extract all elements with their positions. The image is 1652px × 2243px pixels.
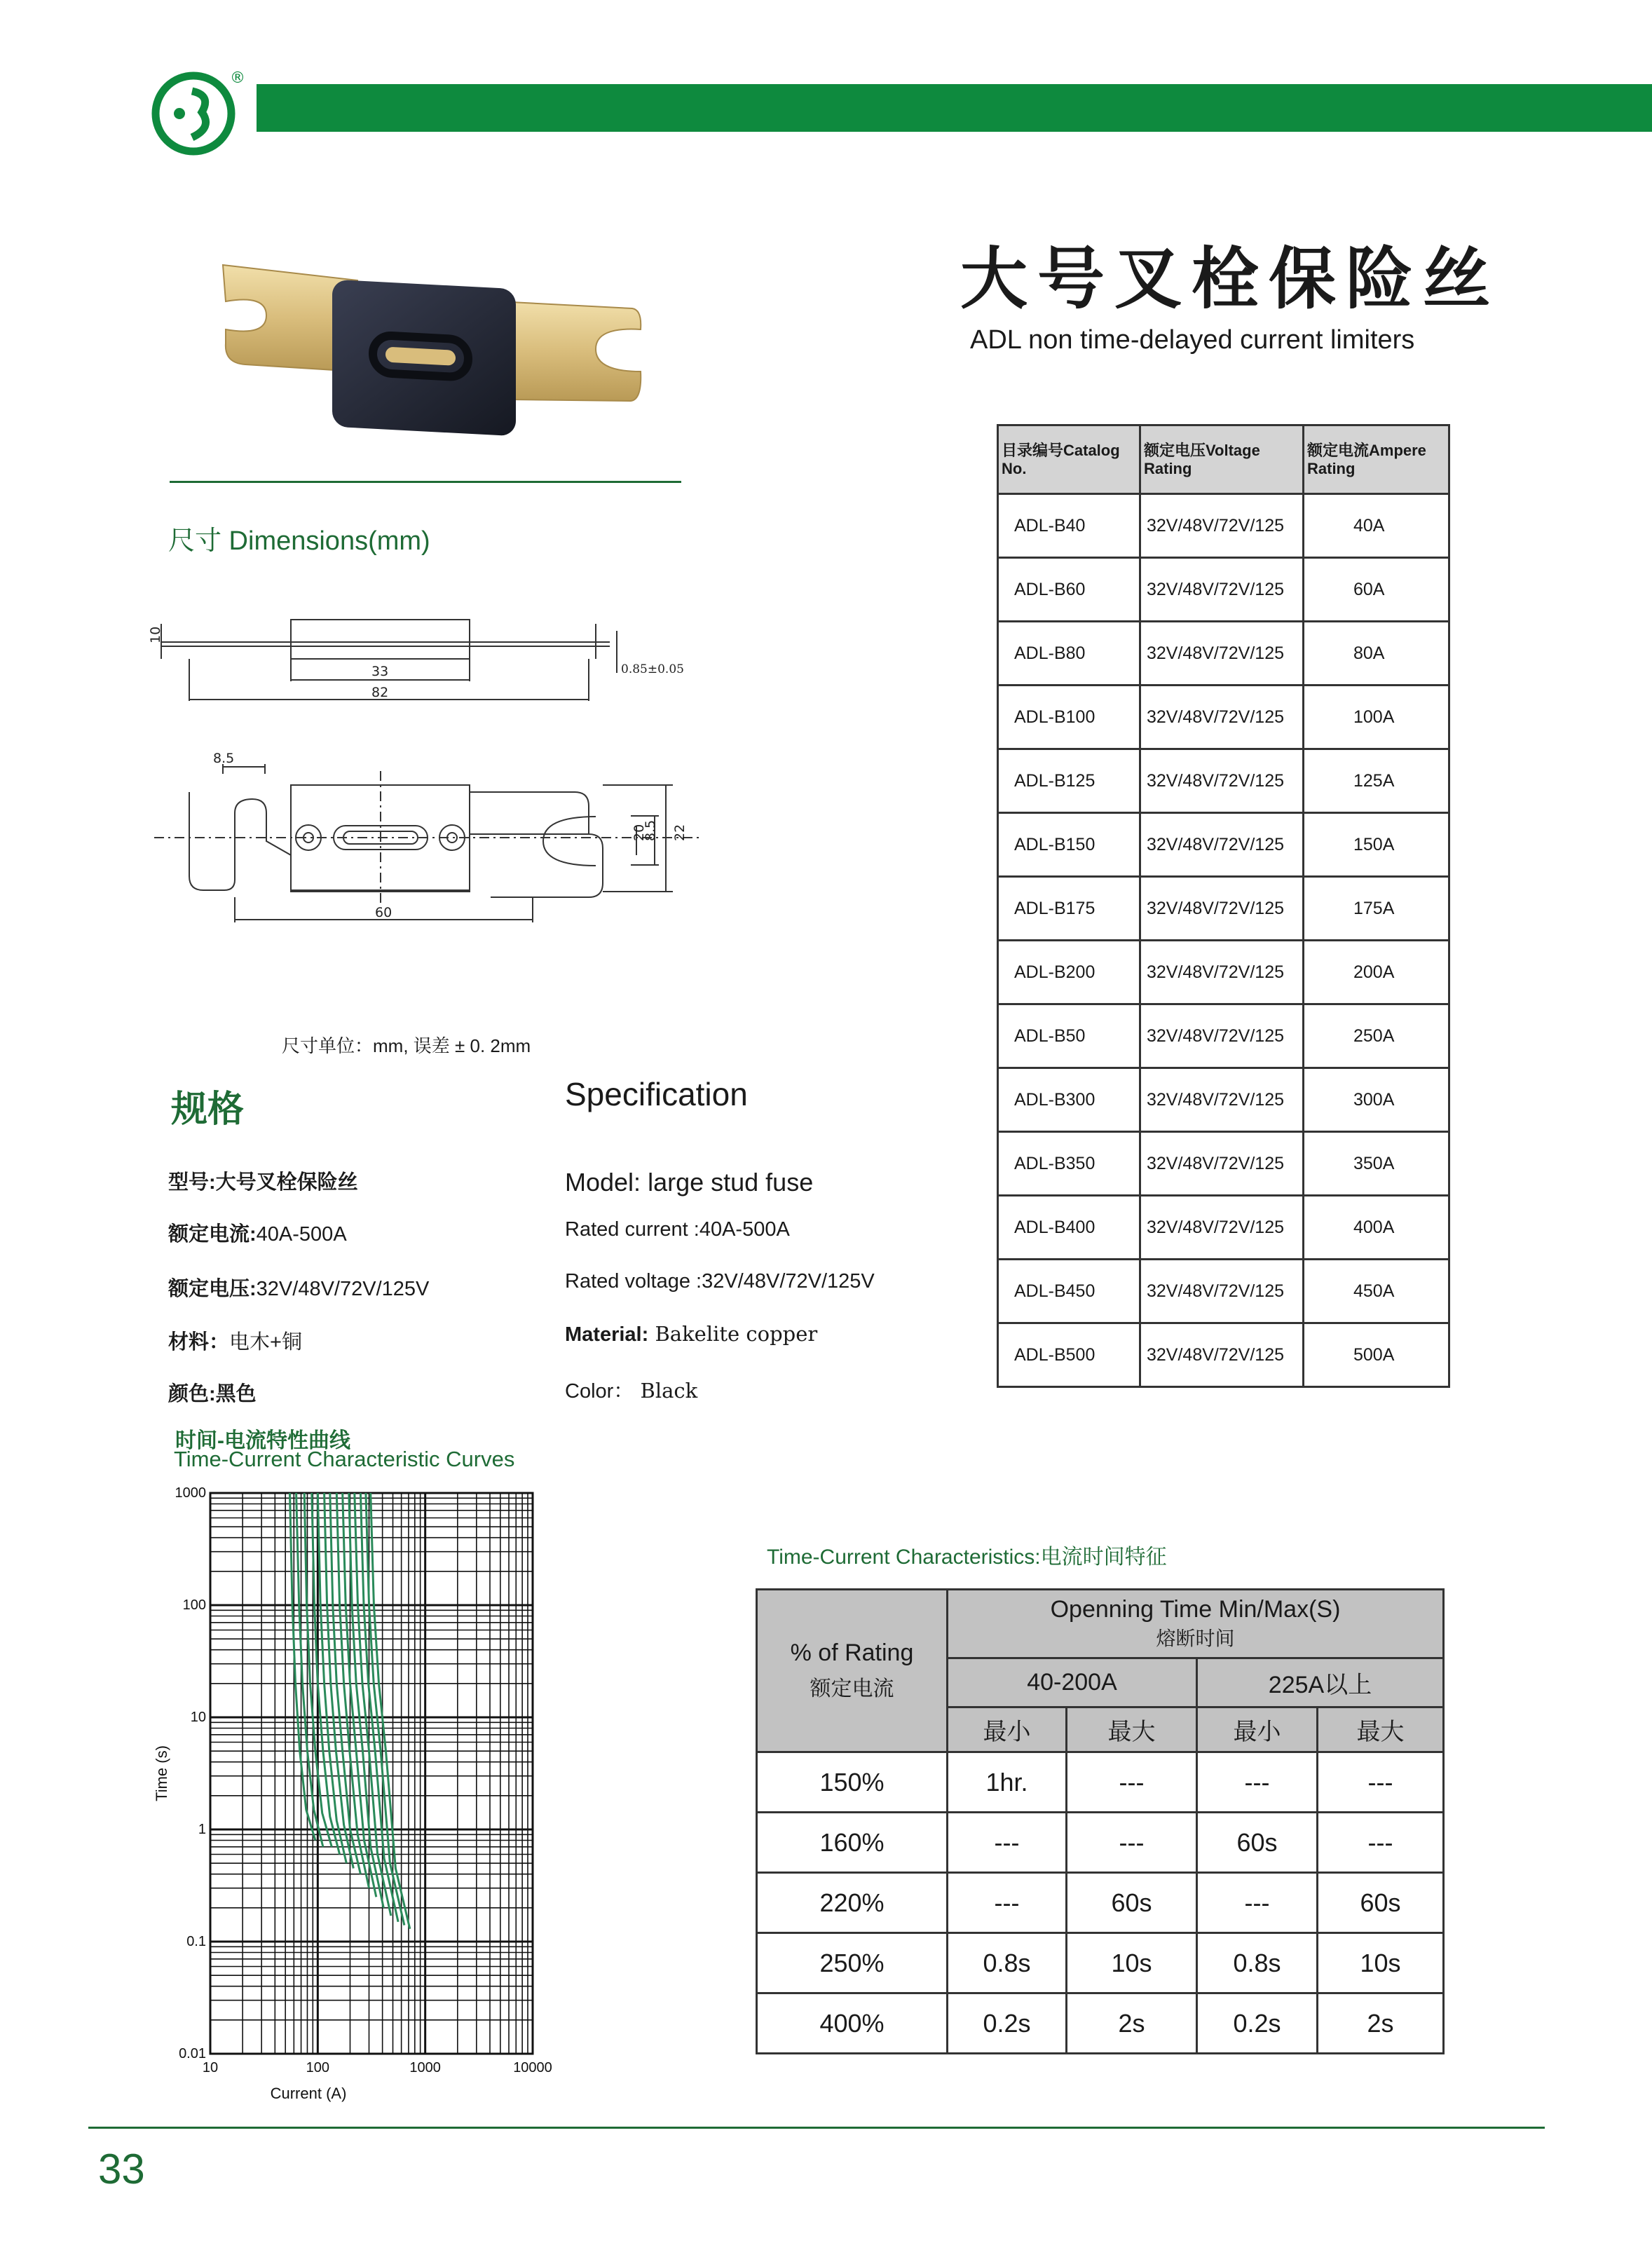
spec-en-line: Rated current :40A-500A — [565, 1218, 790, 1241]
voltage-cell: 32V/48V/72V/125 — [1140, 1132, 1304, 1196]
catalog-number-cell: ADL-B125 — [998, 749, 1140, 813]
footer-divider — [88, 2127, 1545, 2129]
dimension-drawing — [140, 603, 715, 932]
section-divider — [170, 481, 681, 483]
catalog-number-cell: ADL-B500 — [998, 1323, 1140, 1387]
time-cell: 2s — [1318, 1993, 1444, 2054]
opening-time-header-cn: 熔断时间 — [1156, 1628, 1235, 1649]
voltage-cell: 32V/48V/72V/125 — [1140, 686, 1304, 749]
min-header: 最小 — [1197, 1707, 1318, 1752]
y-tick-label: 0.01 — [179, 2046, 206, 2061]
y-tick-label: 1 — [198, 1822, 206, 1837]
dim-height: 10 — [148, 626, 163, 643]
registered-mark: ® — [230, 69, 245, 87]
table-row — [757, 1993, 1444, 2054]
time-cell: --- — [1067, 1752, 1197, 1813]
catalog-number-cell: ADL-B100 — [998, 686, 1140, 749]
dim-body-length: 33 — [371, 664, 389, 679]
ampere-cell: 250A — [1304, 1004, 1449, 1068]
column-header-voltage: 额定电压Voltage Rating — [1140, 425, 1304, 494]
table-row — [998, 686, 1449, 749]
ampere-cell: 400A — [1304, 1196, 1449, 1260]
time-cell: 2s — [1067, 1993, 1197, 2054]
rating-header-en: % of Rating — [790, 1639, 914, 1666]
spec-heading-en: Specification — [565, 1076, 748, 1112]
voltage-cell: 32V/48V/72V/125 — [1140, 558, 1304, 622]
table-row — [998, 558, 1449, 622]
dim-slot: 8.5 — [213, 751, 235, 766]
table-row — [998, 622, 1449, 686]
spec-cn-line: 颜色:黑色 — [168, 1383, 257, 1405]
table-row — [998, 877, 1449, 941]
voltage-cell: 32V/48V/72V/125 — [1140, 813, 1304, 877]
catalog-table — [997, 424, 1450, 1388]
page-subtitle: ADL non time-delayed current limiters — [970, 325, 1415, 355]
catalog-number-cell: ADL-B175 — [998, 877, 1140, 941]
y-tick-label: 10 — [190, 1710, 206, 1725]
time-cell: 10s — [1067, 1933, 1197, 1993]
voltage-cell: 32V/48V/72V/125 — [1140, 1323, 1304, 1387]
y-tick-label: 0.1 — [186, 1934, 206, 1949]
voltage-cell: 32V/48V/72V/125 — [1140, 941, 1304, 1004]
table-row — [757, 1933, 1444, 1993]
catalog-number-cell: ADL-B200 — [998, 941, 1140, 1004]
rating-cell: 160% — [757, 1813, 948, 1873]
dim-hole-pitch: 60 — [375, 905, 392, 920]
spec-en-line: Material: Bakelite copper — [565, 1322, 818, 1346]
voltage-cell: 32V/48V/72V/125 — [1140, 622, 1304, 686]
dim-slot-width: 8.5 — [643, 819, 658, 841]
table-row — [757, 1873, 1444, 1933]
time-cell: --- — [1197, 1752, 1318, 1813]
table-row — [757, 1813, 1444, 1873]
catalog-number-cell: ADL-B400 — [998, 1196, 1140, 1260]
opening-time-header — [948, 1590, 1444, 1658]
time-cell: 0.8s — [1197, 1933, 1318, 1993]
table-row — [757, 1752, 1444, 1813]
rating-cell: 150% — [757, 1752, 948, 1813]
table-row — [998, 1068, 1449, 1132]
voltage-cell: 32V/48V/72V/125 — [1140, 1004, 1304, 1068]
catalog-number-cell: ADL-B50 — [998, 1004, 1140, 1068]
opening-time-header-en: Openning Time Min/Max(S) — [1050, 1596, 1341, 1623]
ampere-cell: 125A — [1304, 749, 1449, 813]
time-cell: --- — [1318, 1752, 1444, 1813]
dim-total-length: 82 — [371, 685, 389, 700]
time-cell: --- — [1318, 1813, 1444, 1873]
x-axis-label: Current (A) — [270, 2085, 347, 2102]
voltage-cell: 32V/48V/72V/125 — [1140, 1068, 1304, 1132]
voltage-cell: 32V/48V/72V/125 — [1140, 877, 1304, 941]
ampere-cell: 40A — [1304, 494, 1449, 558]
time-cell: 60s — [1318, 1873, 1444, 1933]
time-cell: 0.8s — [948, 1933, 1067, 1993]
rating-header-cn: 额定电流 — [810, 1677, 894, 1700]
x-tick-label: 10 — [202, 2060, 219, 2075]
table-row — [998, 813, 1449, 877]
column-header-ampere: 额定电流Ampere Rating — [1304, 425, 1449, 494]
group-header-225-up: 225A以上 — [1197, 1658, 1444, 1707]
catalog-number-cell: ADL-B300 — [998, 1068, 1140, 1132]
y-tick-label: 1000 — [175, 1485, 206, 1501]
ampere-cell: 80A — [1304, 622, 1449, 686]
rating-cell: 250% — [757, 1933, 948, 1993]
voltage-cell: 32V/48V/72V/125 — [1140, 1196, 1304, 1260]
table-row — [998, 749, 1449, 813]
page-title: 大号叉栓保险丝 — [960, 240, 1500, 318]
rating-cell: 220% — [757, 1873, 948, 1933]
catalog-number-cell: ADL-B450 — [998, 1260, 1140, 1323]
spec-en-line: Color： Black — [565, 1379, 698, 1403]
time-cell: 1hr. — [948, 1752, 1067, 1813]
table-row — [998, 941, 1449, 1004]
spec-en-line: Model: large stud fuse — [565, 1168, 814, 1197]
dimension-note: 尺寸单位：mm, 误差 ± 0. 2mm — [282, 1035, 531, 1056]
voltage-cell: 32V/48V/72V/125 — [1140, 749, 1304, 813]
catalog-number-cell: ADL-B60 — [998, 558, 1140, 622]
rating-header — [757, 1590, 948, 1752]
x-tick-label: 1000 — [409, 2060, 441, 2075]
column-header-catalog: 目录编号Catalog No. — [998, 425, 1140, 494]
catalog-number-cell: ADL-B150 — [998, 813, 1140, 877]
table-row — [998, 1260, 1449, 1323]
spec-cn-line: 额定电流:40A-500A — [168, 1223, 347, 1246]
time-cell: --- — [1067, 1813, 1197, 1873]
max-header: 最大 — [1318, 1707, 1444, 1752]
product-photo — [217, 259, 645, 428]
x-tick-label: 100 — [306, 2060, 330, 2075]
ampere-cell: 350A — [1304, 1132, 1449, 1196]
group-header-40-200: 40-200A — [948, 1658, 1197, 1707]
table-header-row — [998, 425, 1449, 494]
spec-cn-line: 型号:大号叉栓保险丝 — [168, 1171, 358, 1194]
y-tick-label: 100 — [182, 1597, 206, 1613]
time-cell: 60s — [1197, 1813, 1318, 1873]
table-row — [998, 1196, 1449, 1260]
catalog-number-cell: ADL-B40 — [998, 494, 1140, 558]
ampere-cell: 150A — [1304, 813, 1449, 877]
catalog-number-cell: ADL-B80 — [998, 622, 1140, 686]
header-bar — [257, 84, 1652, 132]
y-axis-label: Time (s) — [153, 1745, 170, 1801]
table-row — [998, 1323, 1449, 1387]
table-row — [998, 1004, 1449, 1068]
dim-width-inner: 20 — [632, 824, 647, 841]
ampere-cell: 60A — [1304, 558, 1449, 622]
table-row — [998, 1132, 1449, 1196]
spec-en-line: Rated voltage :32V/48V/72V/125V — [565, 1270, 875, 1293]
time-cell: 60s — [1067, 1873, 1197, 1933]
time-current-chart — [147, 1472, 596, 2110]
dim-width-outer: 22 — [672, 824, 688, 841]
time-cell: --- — [948, 1873, 1067, 1933]
characteristics-table — [756, 1588, 1445, 2054]
curves-title-cn: 时间-电流特性曲线 — [175, 1429, 350, 1452]
table-row — [998, 494, 1449, 558]
ampere-cell: 500A — [1304, 1323, 1449, 1387]
characteristics-title: Time-Current Characteristics:电流时间特征 — [767, 1546, 1167, 1569]
time-cell: --- — [1197, 1873, 1318, 1933]
voltage-cell: 32V/48V/72V/125 — [1140, 1260, 1304, 1323]
min-header: 最小 — [948, 1707, 1067, 1752]
time-cell: 0.2s — [948, 1993, 1067, 2054]
spec-cn-line: 额定电压:32V/48V/72V/125V — [168, 1278, 430, 1300]
rating-cell: 400% — [757, 1993, 948, 2054]
ampere-cell: 200A — [1304, 941, 1449, 1004]
brand-logo — [151, 67, 243, 156]
page-number: 33 — [98, 2146, 145, 2193]
ampere-cell: 450A — [1304, 1260, 1449, 1323]
curve-line — [343, 1493, 376, 1897]
voltage-cell: 32V/48V/72V/125 — [1140, 494, 1304, 558]
spec-cn-line: 材料：电木+铜 — [168, 1331, 302, 1354]
dimensions-heading: 尺寸 Dimensions(mm) — [168, 526, 430, 556]
catalog-number-cell: ADL-B350 — [998, 1132, 1140, 1196]
time-cell: 0.2s — [1197, 1993, 1318, 2054]
curves-title-en: Time-Current Characteristic Curves — [174, 1447, 515, 1471]
spec-heading-cn: 规格 — [171, 1089, 245, 1130]
ampere-cell: 300A — [1304, 1068, 1449, 1132]
ampere-cell: 100A — [1304, 686, 1449, 749]
x-tick-label: 10000 — [513, 2060, 552, 2075]
ampere-cell: 175A — [1304, 877, 1449, 941]
max-header: 最大 — [1067, 1707, 1197, 1752]
time-cell: 10s — [1318, 1933, 1444, 1993]
dim-thickness: 0.85±0.05 — [621, 662, 684, 676]
time-cell: --- — [948, 1813, 1067, 1873]
